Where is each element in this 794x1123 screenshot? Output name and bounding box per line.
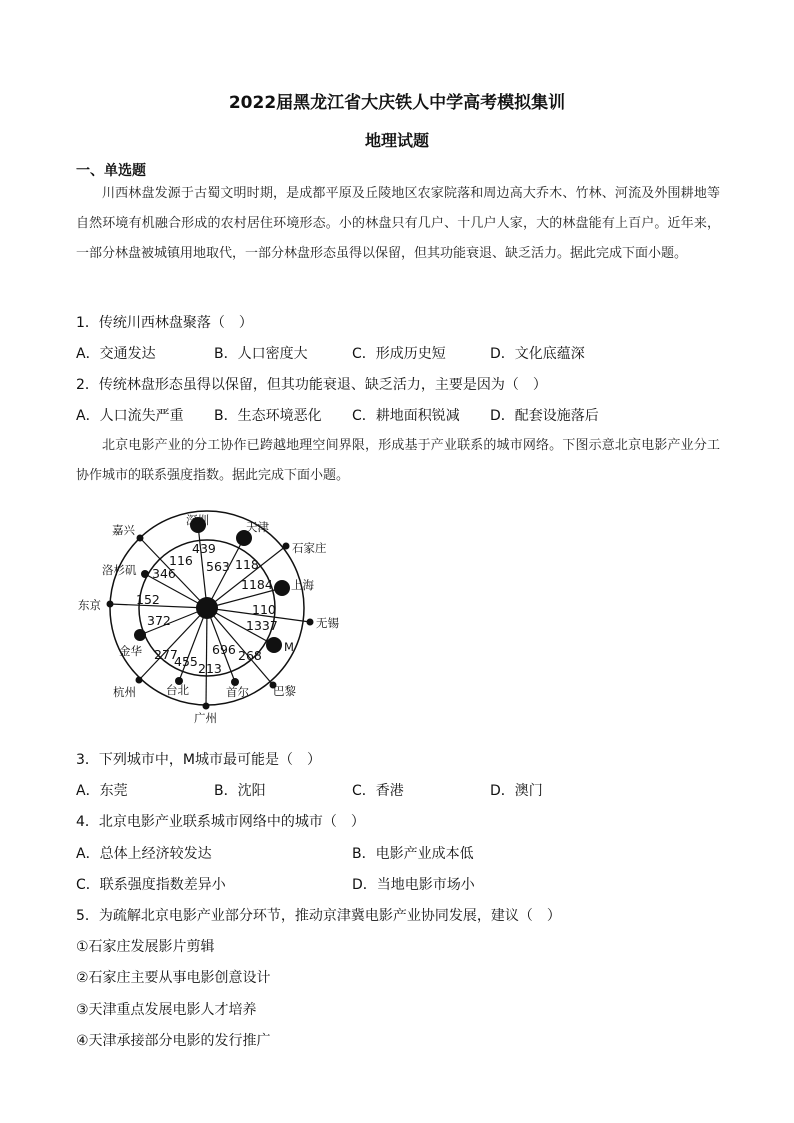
question-1-option-c: C．形成历史短 [352, 346, 446, 362]
passage-2: 北京电影产业的分工协作已跨越地理空间界限，形成基于产业联系的城市网络。下图示意北京电影产业分工协作城市的联系强度指数。据此完成下面小题。 [76, 438, 720, 483]
question-5-stem: 5．为疏解北京电影产业部分环节，推动京津冀电影产业协同发展，建议（ ） [76, 908, 561, 924]
city-label-m: M [284, 640, 294, 654]
spoke-guangzhou [206, 608, 207, 706]
value-losangeles: 346 [152, 566, 176, 581]
question-3-option-a: A．东莞 [76, 783, 128, 799]
section-heading: 一、单选题 [76, 163, 146, 179]
question-1-stem: 1．传统川西林盘聚落（ ） [76, 315, 253, 331]
node-jinhua [134, 629, 146, 641]
value-jinhua: 372 [147, 613, 171, 628]
city-label-paris: 巴黎 [273, 684, 296, 698]
node-tokyo [107, 601, 114, 608]
city-label-jiaxing: 嘉兴 [112, 523, 135, 537]
question-4-option-b: B．电影产业成本低 [352, 846, 474, 862]
city-label-tianjin: 天津 [246, 520, 269, 534]
value-wuxi: 110 [252, 602, 276, 617]
node-jiaxing [137, 535, 144, 542]
city-label-taipei: 台北 [166, 683, 189, 697]
question-1-option-b: B．人口密度大 [214, 346, 308, 362]
value-shenzhen: 439 [192, 541, 216, 556]
question-5-item-3: ③天津重点发展电影人才培养 [76, 1002, 257, 1018]
question-2-option-d: D．配套设施落后 [490, 408, 599, 424]
value-shanghai: 1184 [241, 577, 273, 592]
question-3-option-d: D．澳门 [490, 783, 543, 799]
value-seoul: 696 [212, 642, 236, 657]
node-m [266, 637, 282, 653]
question-5-item-2: ②石家庄主要从事电影创意设计 [76, 970, 271, 986]
city-label-losangeles: 洛杉矶 [102, 563, 137, 577]
value-taipei: 455 [174, 654, 198, 669]
passage-1: 川西林盘发源于古蜀文明时期，是成都平原及丘陵地区农家院落和周边高大乔木、竹林、河流及外围耕地等自然环境有机融合形成的农村居住环境形态。小的林盘只有几户、十几户人家，大的林盘能有上百户。近年来，一部分林盘被城镇用地取代，一部分林盘形态虽得以保留，但其功能衰退、缺乏活力。据此完成下面小题。 [76, 186, 720, 261]
value-jiaxing: 116 [169, 553, 193, 568]
question-3-option-b: B．沈阳 [214, 783, 266, 799]
question-3-stem: 3．下列城市中，M城市最可能是（ ） [76, 752, 321, 768]
question-3-option-c: C．香港 [352, 783, 404, 799]
question-2-option-b: B．生态环境恶化 [214, 408, 322, 424]
node-shanghai [274, 580, 290, 596]
question-5-item-1: ①石家庄发展影片剪辑 [76, 939, 215, 955]
value-guangzhou: 213 [198, 661, 222, 676]
value-m: 1337 [246, 618, 278, 633]
value-tokyo: 152 [136, 592, 160, 607]
question-5-item-4: ④天津承接部分电影的发行推广 [76, 1033, 271, 1049]
question-4-option-c: C．联系强度指数差异小 [76, 877, 226, 893]
document-title: 2022届黑龙江省大庆铁人中学高考模拟集训 [228, 93, 566, 113]
node-wuxi [307, 619, 314, 626]
city-label-shanghai: 上海 [291, 578, 314, 592]
node-shijiazhuang [283, 543, 290, 550]
node-beijing [196, 597, 218, 619]
document-subtitle: 地理试题 [364, 131, 429, 150]
question-4-stem: 4．北京电影产业联系城市网络中的城市（ ） [76, 814, 365, 830]
node-hangzhou [136, 677, 143, 684]
node-losangeles [141, 570, 149, 578]
city-label-jinhua: 金华 [119, 644, 142, 658]
city-label-seoul: 首尔 [226, 685, 249, 699]
city-label-wuxi: 无锡 [316, 616, 339, 630]
question-2-option-c: C．耕地面积锐减 [352, 408, 460, 424]
question-1-option-d: D．文化底蕴深 [490, 346, 585, 362]
question-2-option-a: A．人口流失严重 [76, 408, 184, 424]
city-label-shijiazhuang: 石家庄 [292, 541, 327, 555]
value-beijing-shenzhen-ring: 563 [206, 559, 230, 574]
question-2-stem: 2．传统林盘形态虽得以保留，但其功能衰退、缺乏活力，主要是因为（ ） [76, 377, 547, 393]
value-paris: 268 [238, 648, 262, 663]
question-1-option-a: A．交通发达 [76, 346, 156, 362]
value-tianjin: 118 [235, 557, 259, 572]
question-4-option-a: A．总体上经济较发达 [76, 846, 212, 862]
city-label-shenzhen: 深圳 [186, 513, 209, 527]
question-4-option-d: D．当地电影市场小 [352, 877, 475, 893]
city-label-tokyo: 东京 [78, 598, 101, 612]
city-label-guangzhou: 广州 [194, 711, 217, 725]
city-label-hangzhou: 杭州 [113, 685, 136, 699]
node-guangzhou [203, 703, 210, 710]
value-hangzhou: 277 [154, 647, 178, 662]
